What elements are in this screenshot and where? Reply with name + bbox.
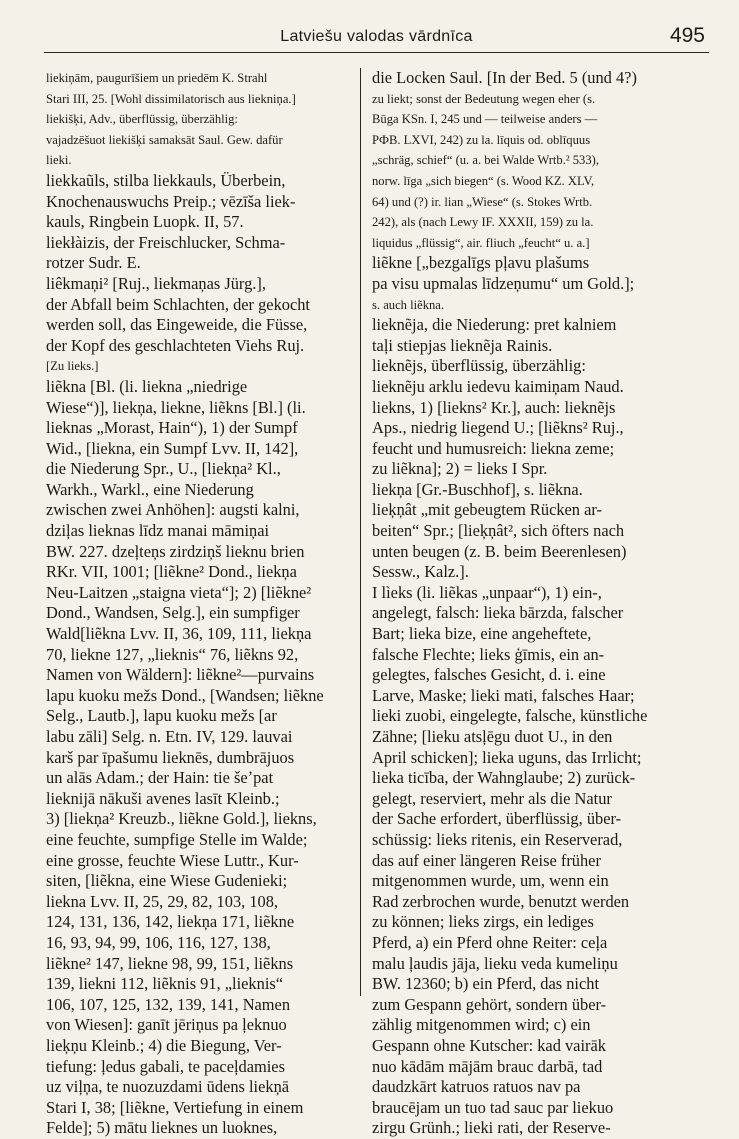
text-line: braucējam un tuo tad sauc par liekuo bbox=[372, 1097, 614, 1117]
text-line: 70, liekne 127, „lieknis“ 76, liẽkns 92, bbox=[46, 644, 299, 664]
text-line: liẽkne [„bezgalīgs pļavu plašums bbox=[372, 253, 590, 273]
text-line: Selg., Lautb.], lapu kuoku mežs [ar bbox=[46, 706, 277, 726]
text-line: Bart; lieka bize, eine angeheftete, bbox=[372, 624, 592, 644]
text-line: zwischen zwei Anhöhen]: augsti kalni, bbox=[46, 500, 300, 520]
text-line: werden soll, das Eingeweide, die Füsse, bbox=[46, 315, 308, 335]
column-divider bbox=[360, 68, 361, 996]
text-line: Wiese“)], liekņa, liekne, liẽkns [Bl.] (li. bbox=[46, 397, 306, 417]
text-line: angelegt, falsch: lieka bārzda, falscher bbox=[372, 603, 624, 623]
text-line: liekna Lvv. II, 25, 29, 82, 103, 108, bbox=[46, 891, 279, 911]
page-number: 495 bbox=[669, 24, 705, 47]
text-line: liekišķi, Adv., überflüssig, überzählig: bbox=[46, 112, 238, 127]
text-line: kauls, Ringbein Luopk. II, 57. bbox=[46, 212, 244, 232]
text-line: 106, 107, 125, 132, 139, 141, Namen bbox=[46, 994, 291, 1014]
running-title: Latviešu valodas vārdnīca bbox=[280, 28, 473, 45]
text-line: die Locken Saul. [In der Bed. 5 (und 4?) bbox=[372, 68, 637, 87]
text-line: PФB. LXVI, 242) zu la. līquis od. oblīquus bbox=[372, 132, 591, 147]
text-line: Larve, Maske; lieki mati, falsches Haar; bbox=[372, 685, 635, 705]
text-line: 3) [liekņa² Kreuzb., liẽkne Gold.], liekns, bbox=[46, 809, 317, 829]
text-line: pa visu upmalas līdzeņumu“ um Gold.]; bbox=[372, 273, 635, 293]
text-line: zum Gespann gehört, sondern über- bbox=[372, 994, 607, 1014]
text-line: lieknẽju arklu iedevu kaimiņam Naud. bbox=[372, 376, 624, 396]
text-line: schüssig: lieks ritenis, ein Reserverad, bbox=[372, 829, 623, 849]
text-line: Gespann ohne Kutscher: kad vairāk bbox=[372, 1035, 606, 1055]
page-header bbox=[44, 22, 709, 53]
text-line: Wid., [liekna, ein Sumpf Lvv. II, 142], bbox=[46, 438, 299, 458]
text-line: Rad zerbrochen wurde, benutzt werden bbox=[372, 891, 630, 911]
text-line: BW. 12360; b) ein Pferd, das nicht bbox=[372, 974, 600, 994]
text-line: un alās Adam.; der Hain: tie šeʼpat bbox=[46, 768, 274, 788]
text-line: Zähne; [lieku atsļēgu duot U., in den bbox=[372, 727, 613, 746]
text-line: norw. līga „sich biegen“ (s. Wood KZ. XLV, bbox=[372, 173, 595, 188]
text-line: s. auch liẽkna. bbox=[372, 297, 445, 312]
text-line: mitgenommen wurde, um, wenn ein bbox=[372, 871, 609, 891]
text-line: Stari III, 25. [Wohl dissimilatorisch aus liekniņa.] bbox=[46, 91, 296, 106]
text-line: liẽkne² 147, liekne 98, 99, 151, liẽkns bbox=[46, 953, 294, 973]
text-line: eine feuchte, sumpfige Stelle im Walde; bbox=[46, 829, 308, 849]
text-line: Warkh., Warkl., eine Niederung bbox=[46, 479, 254, 499]
text-line: der Kopf des geschlachteten Viehs Ruj. bbox=[46, 335, 305, 355]
text-line: gelegt, reserviert, mehr als die Natur bbox=[372, 788, 612, 808]
text-line: taļi stiepjas lieknẽja Rainis. bbox=[372, 335, 553, 355]
text-line: lapu kuoku mežs Dond., [Wandsen; liẽkne bbox=[46, 685, 324, 705]
text-line: Wald[liẽkna Lvv. II, 36, 109, 111, liekņa bbox=[46, 624, 312, 644]
text-line: liekłàizis, der Freischlucker, Schma- bbox=[46, 232, 286, 252]
text-line: lieknas „Morast, Hain“), 1) der Sumpf bbox=[46, 418, 298, 438]
text-line: lieki zuobi, eingelegte, falsche, künstliche bbox=[372, 706, 648, 726]
text-line: RKr. VII, 1001; [liẽkne² Dond., liekņa bbox=[46, 562, 297, 582]
text-line: I lìeks (li. liẽkas „unpaar“), 1) ein-, bbox=[372, 582, 602, 602]
text-line: Dond., Wandsen, Selg.], ein sumpfiger bbox=[46, 603, 300, 623]
text-line: liekiņām, paugurīšiem un priedēm K. Strahl bbox=[46, 71, 268, 85]
text-line: liẽkna [Bl. (li. liekna „niedrige bbox=[46, 376, 248, 396]
text-line: der Abfall beim Schlachten, der gekocht bbox=[46, 294, 310, 314]
text-line: nuo kādām mājām brauc darbā, tad bbox=[372, 1056, 603, 1076]
text-line: feucht und humusreich: liekna zeme; bbox=[372, 438, 615, 458]
text-line: 139, liekni 112, liẽknis 91, „lieknis“ bbox=[46, 974, 284, 994]
text-line: gelegtes, falsches Gesicht, d. i. eine bbox=[372, 665, 606, 685]
text-line: 16, 93, 94, 99, 106, 116, 127, 138, bbox=[46, 932, 271, 952]
text-line: Felde]; 5) mātu lieknes un luoknes, bbox=[46, 1118, 278, 1138]
text-line: liekns, 1) [liekns² Kr.], auch: lieknẽjs bbox=[372, 397, 616, 417]
text-line: lieknijā nākuši avenes lasīt Kleinb.; bbox=[46, 788, 280, 808]
text-line: karš par īpašumu lieknēs, dumbrājuos bbox=[46, 747, 295, 767]
text-line: Knochenauswuchs Preip.; vēzīša liek- bbox=[46, 191, 296, 211]
text-line: zu liẽkna]; 2) = lieks I Spr. bbox=[372, 459, 548, 479]
text-line: uz viļņa, te nuozuzdami ūdens liekņā bbox=[46, 1077, 290, 1097]
text-line: 64) und (?) ir. lian „Wiese“ (s. Stokes Wrtb. bbox=[372, 194, 593, 209]
text-line: liekkaũls, stilba liekkauls, Überbein, bbox=[46, 170, 286, 190]
text-line: lieknẽja, die Niederung: pret kalniem bbox=[372, 315, 617, 335]
text-line: lieknẽjs, überflüssig, überzählig: bbox=[372, 356, 586, 376]
text-line: lieķņu Kleinb.; 4) die Biegung, Ver- bbox=[46, 1035, 282, 1055]
text-line: zu liekt; sonst der Bedeutung wegen eher (s. bbox=[372, 91, 596, 106]
text-line: beiten“ Spr.; [lieķņât², sich öfters nach bbox=[372, 521, 625, 541]
text-line: 124, 131, 136, 142, liekņa 171, liẽkne bbox=[46, 912, 295, 932]
text-line: der Sache erfordert, überflüssig, über- bbox=[372, 809, 622, 829]
text-line: daudzkārt katruos ratuos nav pa bbox=[372, 1077, 581, 1097]
text-line: dziļas lieknas līdz manai māmiņai bbox=[46, 521, 270, 541]
text-line: Namen von Wäldern]: liẽkne²—purvains bbox=[46, 665, 315, 685]
text-line: [Zu lieks.] bbox=[46, 359, 99, 374]
text-line: rotzer Sudr. E. bbox=[46, 253, 141, 273]
text-line: zählig mitgenommen wird; c) ein bbox=[372, 1015, 591, 1035]
text-line: malu ļaudis jāja, lieku veda kumeliņu bbox=[372, 953, 618, 973]
text-line: liekņa [Gr.-Buschhof], s. liẽkna. bbox=[372, 479, 583, 499]
text-line: falsche Flechte; lieks ģīmis, ein an- bbox=[372, 644, 605, 664]
text-line: eine grosse, feuchte Wiese Luttr., Kur- bbox=[46, 850, 299, 870]
text-line: tiefung: ļedus gabali, te paceļdamies bbox=[46, 1056, 285, 1076]
text-line: 242), als (nach Lewy IF. XXXII, 159) zu la. bbox=[372, 215, 594, 230]
text-line: das auf einer längeren Reise früher bbox=[372, 850, 601, 870]
text-line: Aps., niedrig liegend U.; [liẽkns² Ruj., bbox=[372, 418, 624, 438]
text-line: Stari I, 38; [liẽkne, Vertiefung in einem bbox=[46, 1097, 304, 1117]
text-line: Neu-Laitzen „staigna vieta“]; 2) [liẽkne² bbox=[46, 582, 312, 602]
text-line: lieki. bbox=[46, 153, 72, 168]
text-line: zu können; lieks zirgs, ein lediges bbox=[372, 912, 594, 932]
text-line: Sessw., Kalz.]. bbox=[372, 562, 469, 582]
text-line: Pferd, a) ein Pferd ohne Reiter: ceļa bbox=[372, 932, 608, 952]
text-line: lieķņât „mit gebeugtem Rücken ar- bbox=[372, 500, 602, 520]
text-line: vajadzēšuot liekišķi samaksāt Saul. Gew. dafür bbox=[46, 132, 283, 147]
text-line: liêkmaņi² [Ruj., liekmaņas Jürg.], bbox=[46, 273, 266, 293]
text-line: labu zāli] Selg. n. Etn. IV, 129. lauvai bbox=[46, 727, 293, 746]
text-line: „schräg, schief“ (u. a. bei Walde Wrtb.² 533), bbox=[372, 153, 599, 168]
text-line: BW. 227. dzeļteņs zirdziņš lieknu brien bbox=[46, 541, 305, 561]
text-line: lieka ticība, der Wahnglaube; 2) zurück- bbox=[372, 768, 636, 788]
text-line: die Niederung Spr., U., [liekņa² Kl., bbox=[46, 459, 281, 479]
left-column bbox=[46, 68, 361, 1138]
text-line: April schicken]; lieka uguns, das Irrlicht; bbox=[372, 747, 642, 767]
text-line: zirgu Grünh.; lieki rati, der Reserve- bbox=[372, 1118, 611, 1138]
text-line: siten, [liẽkna, eine Wiese Gudenieki; bbox=[46, 871, 288, 891]
text-line: Būga KSn. I, 245 und — teilweise anders — bbox=[372, 112, 598, 127]
text-line: unten beugen (z. B. beim Beerenlesen) bbox=[372, 541, 627, 561]
right-column bbox=[372, 68, 694, 1138]
text-line: von Wiesen]: ganīt jēriņus pa ļeknuo bbox=[46, 1015, 287, 1035]
text-line: liquidus „flüssig“, air. fliuch „feucht“ u. a.] bbox=[372, 235, 590, 250]
